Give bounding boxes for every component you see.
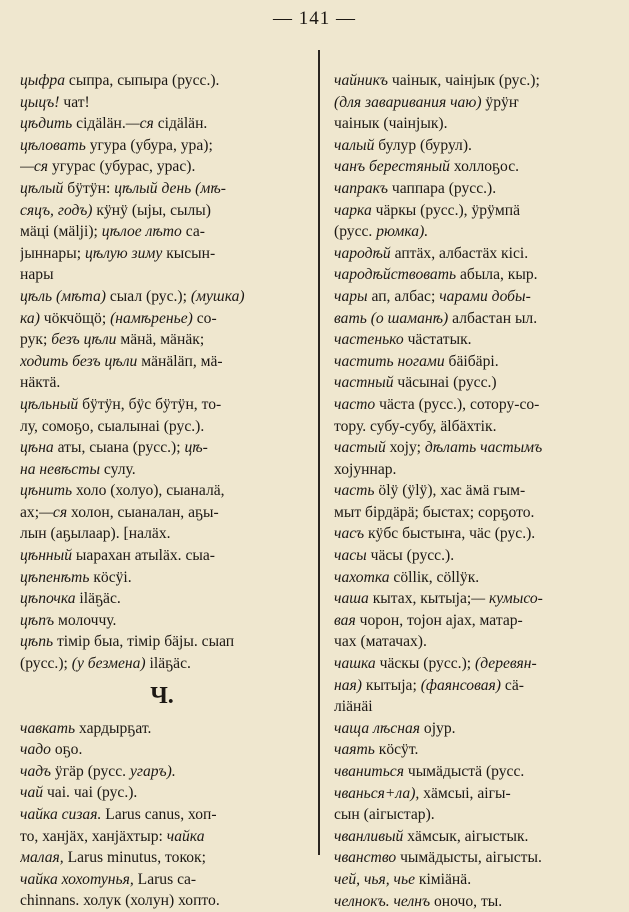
headword-text: цѣдить — [20, 115, 73, 133]
dictionary-line — [20, 459, 304, 481]
translation-text: нары — [20, 266, 54, 284]
headword-text: цѣлую зиму — [84, 244, 163, 262]
translation-text: чах (матачах). — [334, 633, 427, 651]
dictionary-line — [334, 847, 620, 869]
translation-text: сä- — [501, 676, 524, 694]
dictionary-line — [20, 890, 304, 912]
translation-text: хардырҕат. — [75, 719, 152, 737]
translation-text: чäстатык. — [403, 331, 472, 349]
headword-text: чашка — [334, 655, 376, 673]
translation-text: сідäläн. — [72, 115, 126, 133]
translation-text: хäмсык, аігыстык. — [403, 827, 529, 845]
dictionary-line — [20, 308, 304, 330]
dictionary-line — [20, 782, 304, 804]
translation-text: Larus canus, хоп- — [101, 806, 217, 823]
translation-text: мыт бірдäрä; быстах; сорҕото. — [334, 503, 535, 521]
translation-text: чäркы (русс.), ӱрӱмпä — [371, 201, 520, 219]
dictionary-line — [334, 264, 620, 286]
translation-text: (русс. — [334, 223, 377, 241]
translation-text: бäібäрі. — [444, 352, 499, 370]
headword-text: (намѣренье) — [110, 309, 193, 327]
translation-text: абыла, кыр. — [456, 266, 538, 284]
headword-text: чадо — [20, 741, 51, 759]
translation-text: jыннары; — [20, 244, 85, 262]
translation-text: сідäläн. — [153, 115, 208, 133]
translation-text: угура (убура, ура); — [85, 136, 213, 154]
dictionary-line — [20, 480, 304, 502]
headword-text: чарами добы- — [439, 287, 531, 305]
dictionary-line — [334, 653, 620, 675]
headword-text: (для заваривания чаю) — [334, 93, 482, 111]
translation-text: ап, албас; — [367, 287, 440, 305]
headword-text: —ся — [20, 158, 49, 176]
dictionary-line — [334, 135, 620, 157]
translation-text: кöсӱт. — [374, 741, 419, 759]
headword-text: дѣлать частымъ — [424, 439, 543, 457]
translation-text: чäста (русс.), сотору-со- — [375, 395, 540, 413]
headword-text: угаръ). — [129, 762, 176, 780]
translation-text: чӧкчӧщӧ; — [39, 309, 111, 327]
headword-text: чары — [334, 287, 368, 305]
headword-text: чарка — [334, 201, 372, 219]
translation-text: іläҕäс. — [145, 655, 191, 673]
translation-text: ӱгäр (русс. — [51, 762, 130, 780]
headword-text: чалый — [334, 136, 375, 154]
translation-text: лу, сомоҕо, сыалынаі (рус.). — [20, 417, 205, 435]
headword-text: на невѣсты — [20, 460, 101, 478]
translation-text: холо (холуо), сыаналä, — [72, 482, 225, 500]
dictionary-line — [334, 308, 620, 330]
dictionary-line — [20, 113, 304, 135]
translation-text: тору. субу-субу, älбäхтік. — [334, 417, 497, 435]
translation-text: чаі. чаі (рус.). — [43, 784, 138, 802]
dictionary-line — [20, 523, 304, 545]
translation-text: угурас (убурас, урас). — [48, 158, 196, 176]
dictionary-line — [20, 135, 304, 157]
dictionary-line — [334, 243, 620, 265]
page-number: — 141 — — [273, 8, 356, 29]
headword-text: цѣ- — [184, 439, 208, 457]
headword-text: цѣльный — [20, 395, 79, 413]
headword-text: часъ — [334, 525, 365, 543]
headword-text: чей, чья, чье — [334, 870, 415, 888]
translation-text: чаппара (русс.). — [388, 179, 497, 197]
headword-text: часть — [334, 482, 375, 500]
headword-text: ходить безъ цѣли — [20, 352, 138, 370]
dictionary-line — [20, 631, 304, 653]
translation-text: (русс.); — [20, 655, 72, 673]
translation-text: Larus minutus, токок; — [63, 849, 206, 867]
dictionary-line — [334, 200, 620, 222]
headword-text: цѣль (мѣта) — [20, 287, 106, 305]
translation-text: лын (аҕылаар). [налäх. — [20, 525, 171, 543]
translation-text: хäмсыі, аігы- — [419, 784, 511, 802]
headword-text: вать (о шаманѣ) — [334, 309, 449, 327]
dictionary-line — [334, 567, 620, 589]
dictionary-line — [334, 178, 620, 200]
headword-text: цѣлый — [20, 179, 64, 197]
dictionary-line — [20, 372, 304, 394]
translation-text: чаінык, чаінjык (рус.); — [387, 72, 540, 89]
dictionary-line — [20, 869, 304, 891]
headword-text: цѣлый день (мѣ- — [114, 179, 226, 197]
headword-text: цѣлое лѣто — [101, 223, 182, 241]
headword-text: чанъ берестяный — [334, 158, 450, 176]
headword-text: —ся — [39, 503, 68, 521]
translation-text: рук; — [20, 331, 52, 349]
headword-text: чародѣй — [334, 244, 391, 262]
translation-text: ӱрӱҥ — [481, 93, 519, 111]
right-entries — [334, 70, 620, 912]
translation-text: сулу. — [100, 460, 136, 478]
headword-text: частный — [334, 374, 394, 392]
dictionary-line — [334, 826, 620, 848]
headword-text: чайка хохотунья, — [20, 870, 134, 888]
dictionary-line — [334, 113, 620, 135]
dictionary-line — [334, 221, 620, 243]
translation-text: аптäх, албастäх кісі. — [390, 244, 529, 262]
section-letter: Ч. — [150, 682, 174, 709]
headword-text: чайка — [166, 827, 205, 845]
headword-text: чайникъ — [334, 72, 388, 89]
dictionary-line — [334, 804, 620, 826]
headword-text: цыцъ! — [20, 93, 60, 111]
right-column — [334, 70, 620, 912]
headword-text: часто — [334, 395, 376, 413]
translation-text: мäнä, мäнäк; — [116, 331, 205, 349]
headword-text: ная) — [334, 676, 362, 694]
translation-text: со- — [192, 309, 217, 327]
translation-text: мäці (мäljі); — [20, 223, 102, 241]
translation-text: хоjуннар. — [334, 460, 397, 478]
headword-text: чайка сизая. — [20, 806, 102, 823]
left-column — [20, 70, 304, 912]
translation-text: сыал (рус.); — [105, 287, 191, 305]
dictionary-line — [334, 783, 620, 805]
dictionary-line — [334, 631, 620, 653]
dictionary-line — [20, 329, 304, 351]
translation-text: іläҕäс. — [75, 590, 121, 608]
headword-text: цѣнный — [20, 547, 73, 565]
dictionary-line — [20, 653, 304, 675]
headword-text: цѣловать — [20, 136, 86, 154]
translation-text: кытыjа; — [361, 676, 421, 694]
headword-text: чаша — [334, 590, 369, 608]
dictionary-line — [20, 739, 304, 761]
dictionary-line — [20, 70, 304, 92]
dictionary-line — [334, 675, 620, 697]
dictionary-line — [20, 178, 304, 200]
headword-text: сяцъ, годъ) — [20, 201, 93, 219]
left-entries-top — [20, 70, 304, 675]
translation-text: тімір быа, тімір бäjы. сыап — [53, 633, 235, 651]
headword-text: цѣна — [20, 439, 54, 457]
headword-text: чародѣйствовать — [334, 266, 457, 284]
dictionary-line — [334, 480, 620, 502]
translation-text: чäскы (русс.); — [375, 655, 475, 673]
translation-text: то, ханjäх, ханjäхтыр: — [20, 827, 167, 845]
dictionary-line — [334, 394, 620, 416]
translation-text: бӱтӱн, бӱс бӱтӱн, то- — [78, 395, 222, 413]
translation-text: мäнäläп, мä- — [137, 352, 223, 370]
headword-text: чванство — [334, 849, 397, 867]
translation-text: Larus ca- — [133, 870, 197, 888]
translation-text: сöllік, сöllӱк. — [389, 568, 480, 586]
dictionary-line — [20, 588, 304, 610]
dictionary-line — [20, 567, 304, 589]
dictionary-line — [20, 416, 304, 438]
translation-text: холлоҕос. — [449, 158, 520, 176]
dictionary-line — [334, 891, 620, 912]
dictionary-line — [334, 696, 620, 718]
headword-text: —ся — [125, 115, 154, 133]
headword-text: чаща лѣсная — [334, 719, 420, 737]
dictionary-line — [20, 718, 304, 740]
headword-text: безъ цѣли — [51, 331, 117, 349]
column-divider — [318, 50, 320, 855]
left-entries-bottom — [20, 718, 304, 912]
headword-text: чай — [20, 784, 44, 802]
translation-text: ліäнäі — [334, 698, 373, 716]
dictionary-line — [20, 761, 304, 783]
dictionary-line — [20, 92, 304, 114]
translation-text: чат! — [59, 93, 90, 111]
dictionary-line — [20, 502, 304, 524]
dictionary-line — [20, 610, 304, 632]
dictionary-line — [20, 545, 304, 567]
translation-text: кімiäнä. — [415, 870, 472, 888]
dictionary-line — [334, 523, 620, 545]
dictionary-line — [334, 588, 620, 610]
translation-text: ах; — [20, 503, 40, 521]
headword-text: — кумысо- — [471, 590, 543, 608]
translation-text: кытах, кытыjа; — [368, 590, 472, 608]
headword-text: (мушка) — [190, 287, 245, 305]
headword-text: ка) — [20, 309, 40, 327]
dictionary-line — [20, 221, 304, 243]
dictionary-line — [20, 243, 304, 265]
translation-text: сын (аігыстар). — [334, 806, 435, 824]
dictionary-line — [20, 264, 304, 286]
dictionary-line — [334, 610, 620, 632]
headword-text: чаять — [334, 741, 375, 759]
dictionary-line — [20, 286, 304, 308]
headword-text: чадъ — [20, 762, 52, 780]
translation-text: албастан ыл. — [448, 309, 538, 327]
headword-text: чванливый — [334, 827, 404, 845]
dictionary-line — [334, 739, 620, 761]
headword-text: чапракъ — [334, 179, 389, 197]
dictionary-line — [334, 545, 620, 567]
headword-text: рюмка). — [376, 223, 429, 241]
dictionary-line — [334, 502, 620, 524]
dictionary-line — [334, 70, 620, 92]
headword-text: цѣнить — [20, 482, 73, 500]
dictionary-line — [334, 459, 620, 481]
dictionary-line — [334, 372, 620, 394]
translation-text: молоччу. — [54, 611, 117, 629]
translation-text: чорон, тоjон аjах, матар- — [355, 611, 523, 629]
translation-text: чымäдыстä (русс. — [403, 763, 525, 780]
dictionary-line — [334, 718, 620, 740]
headword-text: цѣпь — [20, 633, 54, 651]
headword-text: цѣпенѣть — [20, 568, 90, 586]
translation-text: чымäдысты, аігысты. — [396, 849, 542, 867]
translation-text: нäктä. — [20, 374, 61, 392]
dictionary-line — [334, 416, 620, 438]
translation-text: сыпра, сыпыра (русс.). — [65, 72, 220, 89]
translation-text: холон, сыаналан, аҕы- — [67, 503, 219, 521]
dictionary-line — [20, 437, 304, 459]
headword-text: (деревян- — [475, 655, 537, 673]
headword-text: чванься+ла), — [334, 784, 420, 802]
dictionary-line — [20, 394, 304, 416]
dictionary-line — [334, 437, 620, 459]
headword-text: (фаянсовая) — [420, 676, 501, 694]
dictionary-line — [20, 804, 304, 826]
translation-text: chinnans. холук (холун) хопто. — [20, 892, 220, 910]
translation-text: чäсынаі (русс.) — [393, 374, 497, 392]
translation-text: оночо, ты. — [430, 892, 503, 910]
translation-text: ыарахан атыläх. сыа- — [72, 547, 215, 565]
headword-text: малая, — [20, 849, 64, 867]
dictionary-line — [334, 351, 620, 373]
translation-text: ölӱ (ӱlӱ), хас äмä гым- — [374, 482, 526, 500]
headword-text: цыфра — [20, 72, 66, 89]
translation-text: бӱтӱн: — [63, 179, 115, 197]
translation-text: са- — [181, 223, 205, 241]
translation-text: кысын- — [162, 244, 216, 262]
dictionary-line — [20, 351, 304, 373]
translation-text: кӧсӱі. — [89, 568, 132, 586]
dictionary-line — [20, 826, 304, 848]
headword-text: частый — [334, 439, 386, 457]
dictionary-line — [20, 847, 304, 869]
translation-text: кӱбс быстыҥа, чäс (рус.). — [364, 525, 536, 543]
headword-text: вая — [334, 611, 356, 629]
dictionary-line — [334, 92, 620, 114]
headword-text: чваниться — [334, 763, 404, 780]
dictionary-line — [20, 200, 304, 222]
translation-text: кӱнӱ (ыjы, сылы) — [92, 201, 211, 219]
headword-text: челнокъ. челнъ — [334, 892, 431, 910]
dictionary-line — [334, 286, 620, 308]
headword-text: цѣпъ — [20, 611, 55, 629]
headword-text: частить ногами — [334, 352, 445, 370]
headword-text: часы — [334, 547, 367, 565]
headword-text: цѣпочка — [20, 590, 76, 608]
translation-text: хоjу; — [385, 439, 425, 457]
headword-text: (у безмена) — [71, 655, 146, 673]
translation-text: оjур. — [420, 719, 456, 737]
headword-text: частенько — [334, 331, 404, 349]
translation-text: булур (бурул). — [374, 136, 472, 154]
dictionary-line — [334, 156, 620, 178]
translation-text: чäсы (русс.). — [366, 547, 455, 565]
dictionary-line — [334, 869, 620, 891]
headword-text: чавкать — [20, 719, 76, 737]
headword-text: чахотка — [334, 568, 390, 586]
dictionary-line — [20, 156, 304, 178]
dictionary-line — [334, 329, 620, 351]
translation-text: аты, сыана (русс.); — [53, 439, 185, 457]
translation-text: чаінык (чаінjык). — [334, 115, 448, 133]
dictionary-line — [334, 761, 620, 783]
translation-text: оҕо. — [50, 741, 83, 759]
